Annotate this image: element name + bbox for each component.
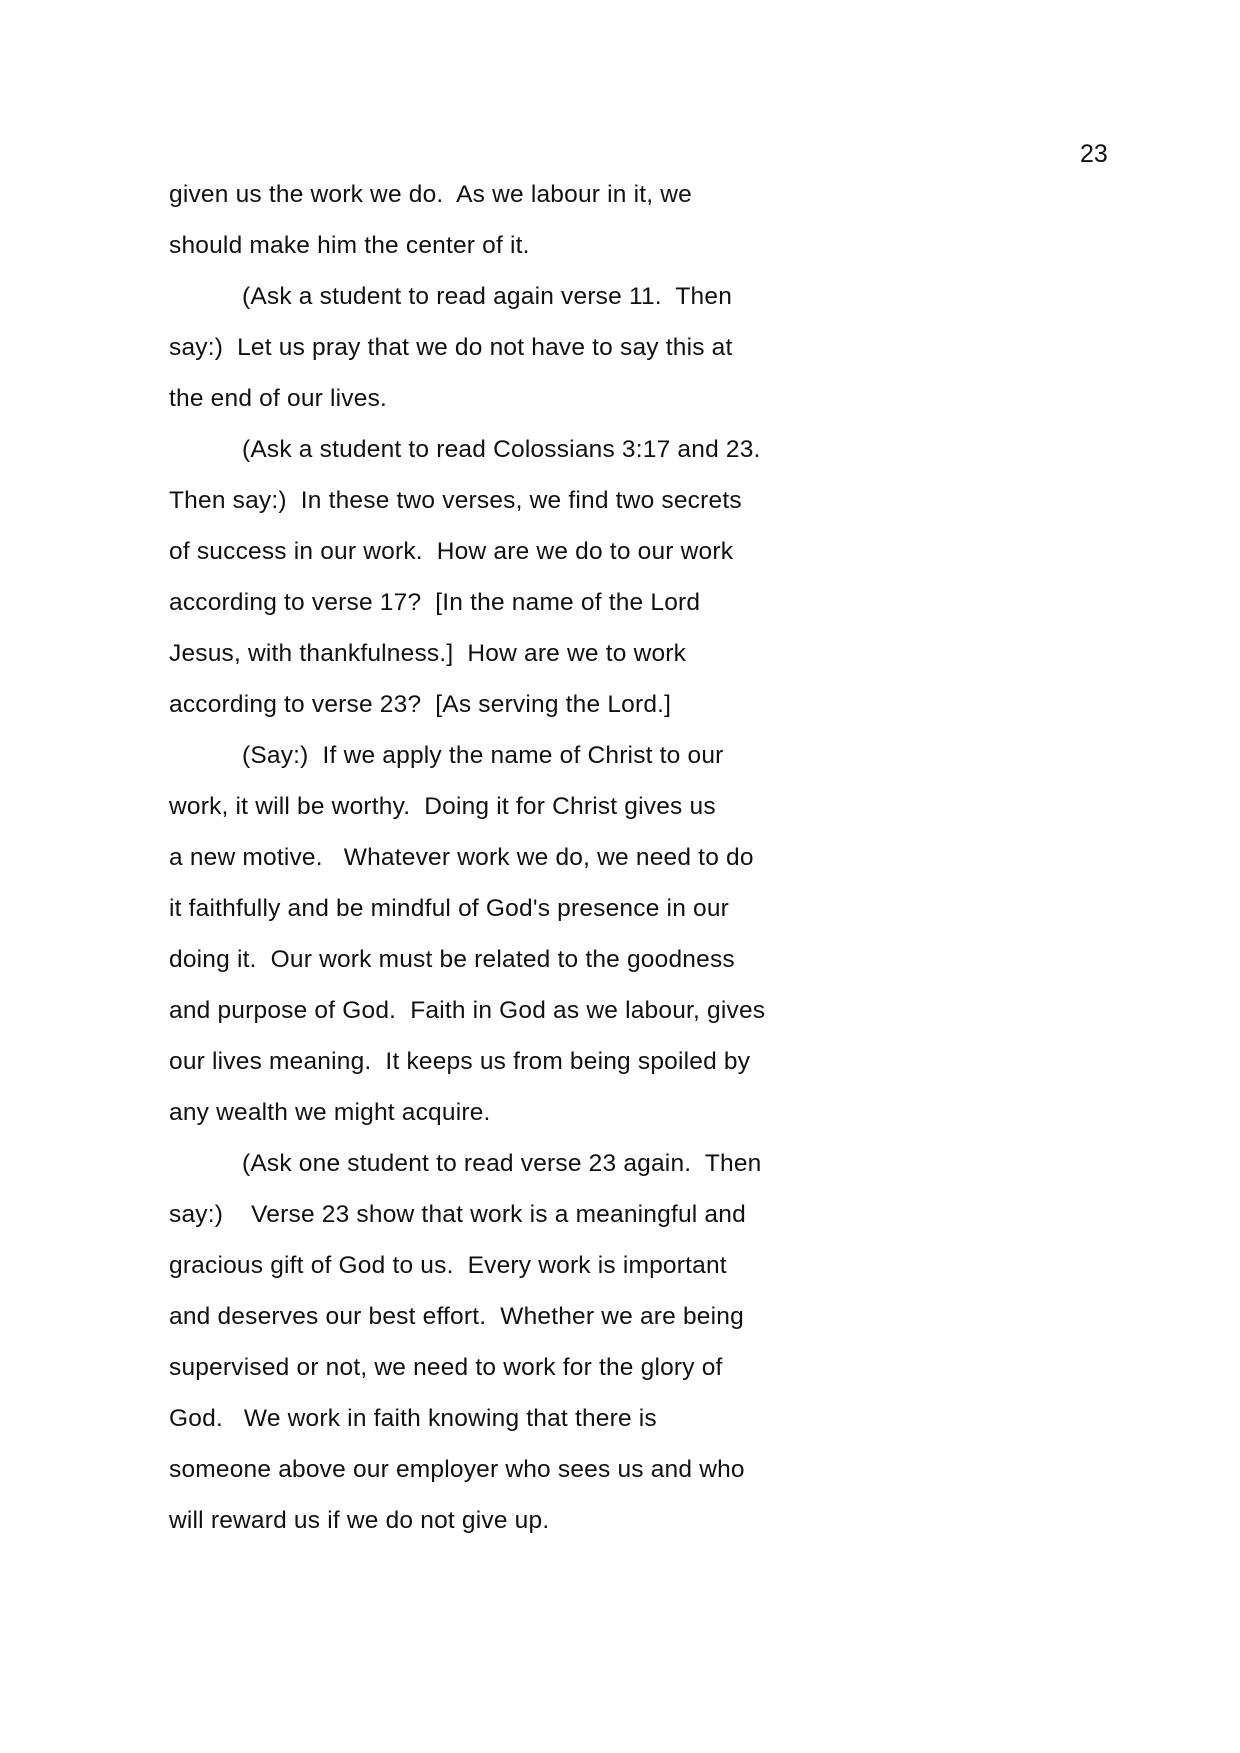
text-line: should make him the center of it. [169, 232, 530, 259]
page-number: 23 [1080, 140, 1108, 168]
text-line: (Ask a student to read again verse 11. Then [242, 283, 733, 310]
text-line: according to verse 17? [In the name of the Lord [169, 589, 701, 616]
text-line: Then say:) In these two verses, we find two secrets [169, 487, 742, 514]
text-line: say:) Let us pray that we do not have to say this at [169, 334, 733, 361]
text-line: say:) Verse 23 show that work is a meaningful and [169, 1201, 746, 1228]
text-line: work, it will be worthy. Doing it for Christ gives us [169, 793, 716, 820]
text-line: (Ask one student to read verse 23 again. Then [242, 1150, 762, 1177]
text-line: someone above our employer who sees us and who [169, 1456, 745, 1483]
text-line: according to verse 23? [As serving the Lord.] [169, 691, 672, 718]
text-line: God. We work in faith knowing that there is [169, 1405, 657, 1432]
text-line: and purpose of God. Faith in God as we labour, gives [169, 997, 766, 1024]
text-line: Jesus, with thankfulness.] How are we to work [169, 640, 687, 667]
page-body [169, 178, 765, 1555]
text-line: our lives meaning. It keeps us from being spoiled by [169, 1048, 751, 1075]
text-line: it faithfully and be mindful of God's presence in our [169, 895, 730, 922]
text-line: will reward us if we do not give up. [169, 1507, 550, 1534]
text-line: (Say:) If we apply the name of Christ to our [242, 742, 724, 769]
text-line: doing it. Our work must be related to the goodness [169, 946, 735, 973]
text-line: the end of our lives. [169, 385, 388, 412]
text-line: and deserves our best effort. Whether we are being [169, 1303, 744, 1330]
text-line: (Ask a student to read Colossians 3:17 and 23. [242, 436, 761, 463]
text-line: given us the work we do. As we labour in it, we [169, 181, 692, 208]
text-line: a new motive. Whatever work we do, we need to do [169, 844, 754, 871]
text-line: gracious gift of God to us. Every work is important [169, 1252, 727, 1279]
text-line: any wealth we might acquire. [169, 1099, 491, 1126]
text-line: of success in our work. How are we do to our work [169, 538, 734, 565]
text-line: supervised or not, we need to work for the glory of [169, 1354, 723, 1381]
